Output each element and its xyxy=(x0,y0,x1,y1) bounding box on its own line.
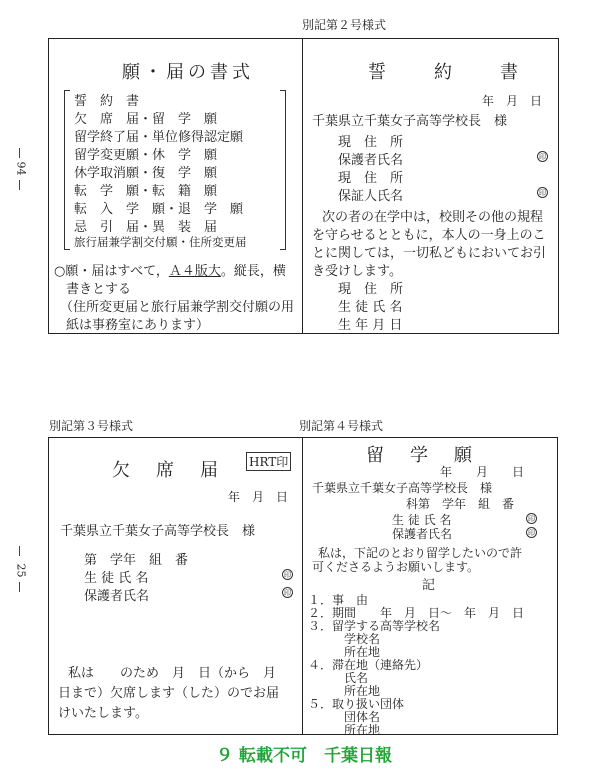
form4-item: 団体名 xyxy=(308,710,381,724)
page-marker-dash xyxy=(19,148,20,158)
list-item: 旅行届兼学割交付願・住所変更届 xyxy=(74,235,247,249)
form4-item: ５．取り扱い団体 xyxy=(308,697,405,711)
form2-label: 別記第２号様式 xyxy=(302,18,387,32)
form4-item: 学校名 xyxy=(308,632,381,646)
form2-date: 年 月 日 xyxy=(482,94,543,108)
form4-item: 所在地 xyxy=(308,645,381,659)
seal-mark: 印 xyxy=(528,529,535,537)
seal-mark: 印 xyxy=(539,189,546,197)
form4-field: 生 徒 氏 名 xyxy=(392,513,452,527)
form2-field: 保証人氏名 xyxy=(338,189,404,204)
list-item: 転 学 願・転 籍 願 xyxy=(74,184,218,199)
note-underlined: Ａ４版大 xyxy=(168,264,221,279)
note-text: 。縦長，横 xyxy=(220,264,286,279)
list-bracket-left xyxy=(64,90,70,250)
form3-body-line: 私は のため 月 日（から 月 xyxy=(68,666,277,681)
list-item: 転 入 学 願・退 学 願 xyxy=(74,202,244,217)
note-line: 書きとする xyxy=(66,282,132,297)
form3-field: 生 徒 氏 名 xyxy=(84,571,149,586)
form2-student-field: 現 住 所 xyxy=(338,282,404,297)
form2-student-field: 生 年 月 日 xyxy=(338,318,403,333)
form3-field: 保護者氏名 xyxy=(84,589,150,604)
list-item: 留学終了届・単位修得認定願 xyxy=(74,130,244,145)
form3-body-line: けいたします。 xyxy=(58,706,148,721)
form4-item: ３．留学する高等学校名 xyxy=(308,619,441,633)
form2-left-title: 願・届の書式 xyxy=(122,62,254,83)
page-marker-dash xyxy=(19,582,20,592)
list-item: 留学変更願・休 学 願 xyxy=(74,148,218,163)
form3-title: 欠 席 届 xyxy=(112,460,222,481)
list-item: 欠 席 届・留 学 願 xyxy=(74,112,218,127)
form4-field: 保護者氏名 xyxy=(392,527,453,541)
note-text: ○願・届はすべて， xyxy=(54,264,169,279)
list-bracket-right xyxy=(280,90,286,250)
form2-field: 現 住 所 xyxy=(338,171,404,186)
form2-body-line: き受けします。 xyxy=(312,264,402,279)
form4-item: 所在地 xyxy=(308,723,381,737)
form4-item: 所在地 xyxy=(308,684,381,698)
form4-title: 留 学 願 xyxy=(366,445,476,466)
seal-mark: 印 xyxy=(284,589,291,597)
hrt-stamp-box: HRT印 xyxy=(246,452,291,471)
footer-watermark: ９ 転載不可 千葉日報 xyxy=(216,746,392,766)
page-number-top: 94 xyxy=(14,161,28,176)
form4-field: 科第 学年 組 番 xyxy=(406,497,515,511)
form2-right-title: 誓 約 書 xyxy=(368,62,522,83)
form4-item: ２．期間 年 月 日～ 年 月 日 xyxy=(308,606,525,620)
form2-field: 保護者氏名 xyxy=(338,153,404,168)
form3-body-line: 日まで）欠席します（した）のでお届 xyxy=(58,686,280,701)
form4-label: 別記第４号様式 xyxy=(299,419,384,433)
form4-addressee: 千葉県立千葉女子高等学校長 様 xyxy=(312,481,493,495)
list-item: 誓 約 書 xyxy=(74,94,140,109)
form2-addressee: 千葉県立千葉女子高等学校長 様 xyxy=(312,114,508,129)
form2-field: 現 住 所 xyxy=(338,135,404,150)
seal-mark: 印 xyxy=(284,571,291,579)
form3-label: 別記第３号様式 xyxy=(49,419,134,433)
page-number-bottom: 25 xyxy=(14,563,28,578)
form3-date: 年 月 日 xyxy=(228,490,289,504)
form2-divider xyxy=(302,38,303,334)
form2-body-line: 次の者の在学中は，校則その他の規程 xyxy=(322,210,544,225)
form3-field: 第 学年 組 番 xyxy=(84,553,189,568)
form4-item: 氏名 xyxy=(308,671,369,685)
form2-body-line: を守らせるとともに，本人の一身上のこ xyxy=(312,228,546,243)
note-line: 紙は事務室にあります） xyxy=(66,318,210,333)
form4-date: 年 月 日 xyxy=(440,465,525,479)
list-item: 忌 引 届・異 装 届 xyxy=(74,220,218,235)
form4-item: ４．滞在地（連絡先） xyxy=(308,658,429,672)
seal-mark: 印 xyxy=(539,153,546,161)
form4-ki: 記 xyxy=(422,578,436,593)
form4-body-line: 私は，下記のとおり留学したいので許 xyxy=(318,546,523,560)
page-marker-dash xyxy=(19,546,20,556)
note-line: （住所変更届と旅行届兼学割交付願の用 xyxy=(60,300,295,315)
seal-mark: 印 xyxy=(528,515,535,523)
page-marker-dash xyxy=(19,180,20,190)
form2-student-field: 生 徒 氏 名 xyxy=(338,300,403,315)
form4-item: １．事 由 xyxy=(308,593,369,607)
form4-body-line: 可くださるようお願いします。 xyxy=(312,560,480,574)
form3-addressee: 千葉県立千葉女子高等学校長 様 xyxy=(60,524,256,539)
note-line xyxy=(54,260,286,279)
list-item: 休学取消願・復 学 願 xyxy=(74,166,218,181)
form2-body-line: とに関しては，一切私どもにおいてお引 xyxy=(312,246,547,261)
